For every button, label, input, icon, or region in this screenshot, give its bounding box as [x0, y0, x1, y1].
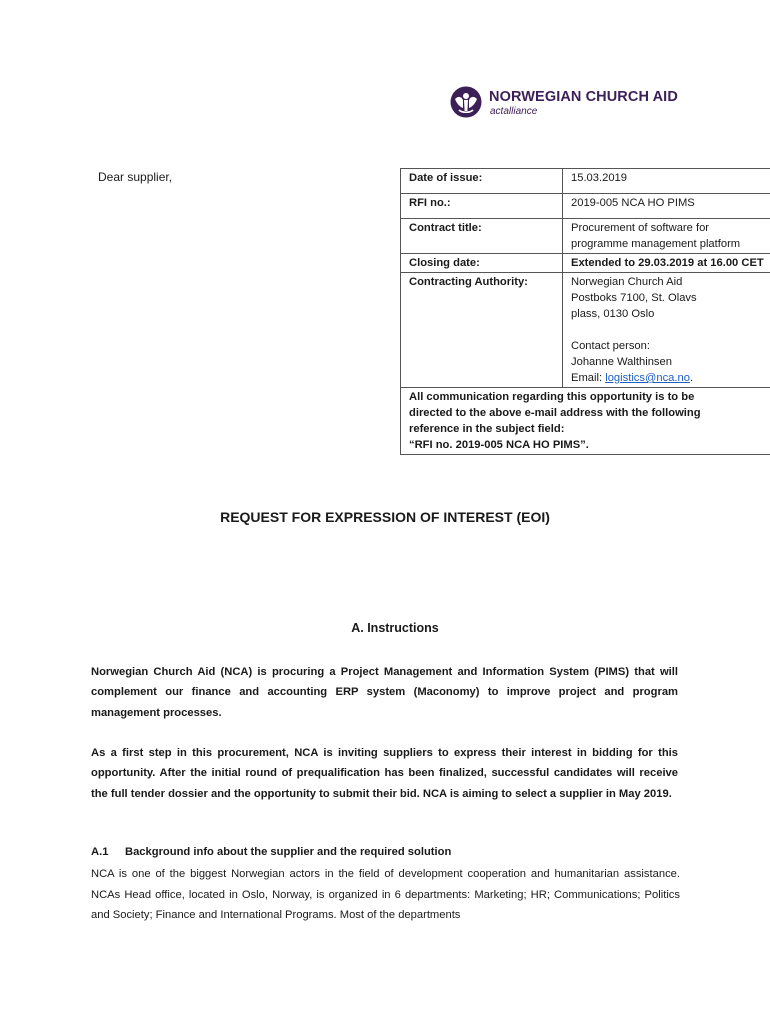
- date-of-issue-label: Date of issue:: [401, 169, 563, 194]
- subsection-number: A.1: [91, 846, 109, 858]
- greeting: Dear supplier,: [98, 170, 173, 184]
- paragraph-first-step: As a first step in this procurement, NCA is inviting suppliers to express their interest in bidding for this opportunity. After the initial round of prequalification has been finalized, successful candidates will receive the full tender dossier and the opportunity to submit their bid. NCA is aiming to select a supplier in May 2019.: [91, 747, 678, 800]
- table-row: [401, 388, 770, 455]
- note-line: All communication regarding this opportunity is to be: [409, 391, 695, 403]
- document-title: REQUEST FOR EXPRESSION OF INTEREST (EOI): [220, 509, 550, 525]
- contact-person-label: Contact person:: [571, 340, 650, 352]
- table-row: [401, 219, 770, 254]
- logo-name: NORWEGIAN CHURCH AID: [489, 89, 678, 105]
- contracting-authority-value: [563, 273, 770, 388]
- email-label: Email:: [571, 372, 606, 384]
- note-line: reference in the subject field:: [409, 423, 565, 435]
- contact-person-name: Johanne Walthinsen: [571, 356, 672, 368]
- authority-address-line-1: Postboks 7100, St. Olavs: [571, 292, 697, 304]
- rfi-info-table: [400, 168, 770, 455]
- rfi-no-label: RFI no.:: [401, 194, 563, 219]
- email-suffix: .: [689, 372, 694, 384]
- spacer: [571, 322, 769, 338]
- rfi-no-value: 2019-005 NCA HO PIMS: [563, 194, 770, 219]
- email-line: [571, 370, 769, 386]
- communication-note: [401, 388, 770, 455]
- note-reference: “RFI no. 2019-005 NCA HO PIMS”.: [409, 439, 589, 451]
- contract-title-value: Procurement of software for programme management platform: [563, 219, 770, 254]
- organization-logo: [450, 86, 690, 120]
- date-of-issue-value: 15.03.2019: [563, 169, 770, 194]
- authority-address-line-2: plass, 0130 Oslo: [571, 308, 655, 320]
- table-row: [401, 254, 770, 273]
- nca-emblem-icon: [450, 86, 482, 118]
- paragraph-background: NCA is one of the biggest Norwegian actors in the field of development cooperation and humanitarian assistance. NCAs Head office, located in Oslo, Norway, is organized in 6 departments: Marketing; HR; Communications; Politics and Society; Finance and International Programs. Most of the departments: [91, 868, 680, 921]
- logo-subtitle: actalliance: [490, 106, 538, 117]
- closing-date-label: Closing date:: [401, 254, 563, 273]
- authority-name: Norwegian Church Aid: [571, 276, 683, 288]
- paragraph-procurement-intro: Norwegian Church Aid (NCA) is procuring a Project Management and Information System (PIMS) that will complement our finance and accounting ERP system (Maconomy) to improve project and program management processes.: [91, 666, 678, 719]
- contract-title-label: Contract title:: [401, 219, 563, 254]
- table-row: [401, 273, 770, 388]
- subsection-title: Background info about the supplier and the required solution: [125, 846, 452, 858]
- note-line: directed to the above e-mail address with the following: [409, 407, 701, 419]
- contracting-authority-label: Contracting Authority:: [401, 273, 563, 388]
- closing-date-value: Extended to 29.03.2019 at 16.00 CET: [563, 254, 770, 273]
- table-row: [401, 169, 770, 194]
- subsection-heading: [91, 846, 451, 858]
- email-link[interactable]: logistics@nca.no: [605, 372, 690, 384]
- section-heading-instructions: A. Instructions: [351, 621, 439, 635]
- table-row: [401, 194, 770, 219]
